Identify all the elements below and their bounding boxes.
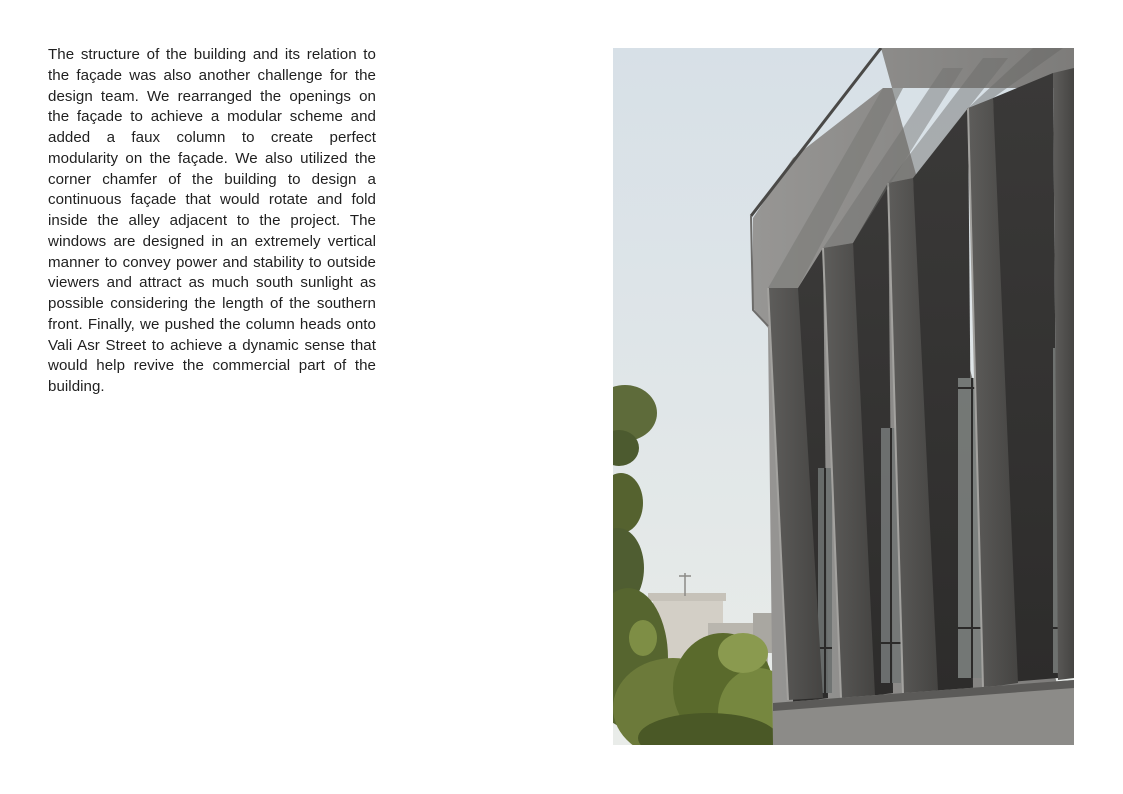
building-facade-photo <box>613 48 1074 745</box>
facade-illustration <box>613 48 1074 745</box>
building <box>751 48 1074 745</box>
body-paragraph: The structure of the building and its relation to the façade was also another challenge for the design team. We rearranged the openings on the façade to achieve a modular scheme and added a faux column to create perfect modularity on the façade. We also utilized the corner chamfer of the building to design a continuous façade that would rotate and fold inside the alley adjacent to the project. The windows are designed in an extremely vertical manner to convey power and stability to outside viewers and attract as much south sunlight as possible considering the length of the southern front. Finally, we pushed the column heads onto Vali Asr Street to achieve a dynamic sense that would help revive the commercial part of the building. <box>48 46 376 395</box>
